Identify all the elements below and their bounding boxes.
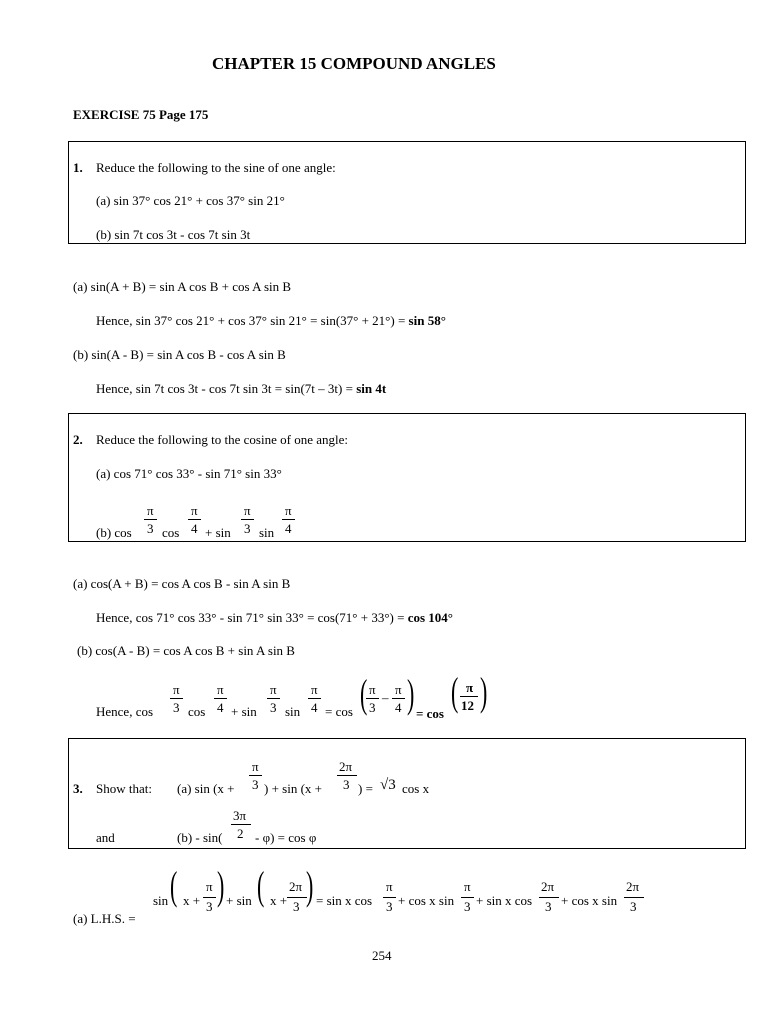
fraction-den: 4: [285, 521, 292, 536]
fraction-bar: [383, 897, 396, 898]
fraction-num: 2π: [541, 879, 555, 894]
fraction-den: 3: [343, 777, 350, 792]
fraction-den: 3: [244, 521, 251, 536]
fraction-num: 2π: [339, 759, 353, 774]
fraction-num: π: [244, 503, 251, 518]
solution-1a-working: Hence, sin 37° cos 21° + cos 37° sin 21° = sin(37° + 21°) =: [96, 313, 409, 328]
fraction-num: π: [147, 503, 154, 518]
question-3-and: and: [96, 830, 115, 845]
fraction-bar: [170, 698, 183, 699]
fraction-num: 2π: [289, 879, 303, 894]
open-paren: (: [169, 863, 178, 908]
sqrt-3: √3: [380, 777, 396, 793]
solution-2b-eq-cos: = cos: [325, 704, 353, 719]
fraction-bar: [287, 897, 307, 898]
fraction-bar: [249, 775, 262, 776]
fraction-num: π: [270, 682, 277, 697]
fraction-den: 4: [191, 521, 198, 536]
fraction-num: π: [466, 680, 474, 695]
open-paren: (: [450, 669, 459, 714]
solution-3a-rhs-1: = sin x cos: [316, 893, 373, 908]
fraction-bar: [337, 775, 357, 776]
fraction-bar: [308, 698, 321, 699]
solution-3a-rhs-4: + cos x sin: [561, 893, 618, 908]
question-3b-end: - φ) = cos φ: [255, 830, 317, 845]
fraction-num: 3π: [233, 808, 247, 823]
fraction-bar: [624, 897, 644, 898]
solution-2b-plus-sin: + sin: [231, 704, 257, 719]
question-2b-label: (b) cos: [96, 525, 132, 540]
question-3a-end: ) =: [358, 781, 373, 796]
close-paren: ): [406, 671, 415, 716]
close-paren: ): [479, 669, 488, 714]
solution-2b-formula: (b) cos(A - B) = cos A cos B + sin A sin B: [77, 643, 295, 658]
solution-1b-formula: (b) sin(A - B) = sin A cos B - cos A sin B: [73, 347, 286, 362]
question-2b-cos: cos: [162, 525, 180, 540]
fraction-num: π: [311, 682, 318, 697]
fraction-bar: [461, 897, 474, 898]
solution-2a-working: Hence, cos 71° cos 33° - sin 71° sin 33° = cos(71° + 33°) =: [96, 610, 408, 625]
fraction-den: 12: [461, 698, 474, 713]
fraction-num: 2π: [626, 879, 640, 894]
fraction-den: 3: [173, 700, 180, 715]
fraction-den: 3: [293, 899, 300, 914]
open-paren: (: [359, 671, 368, 716]
solution-2b-hence-label: Hence, cos: [96, 704, 154, 719]
solution-1b-hence: [96, 381, 386, 397]
solution-1b-answer: sin 4t: [356, 381, 387, 396]
fraction-bar: [188, 519, 201, 520]
question-1-number: 1.: [73, 160, 83, 175]
fraction-bar: [144, 519, 157, 520]
fraction-bar: [460, 696, 478, 697]
fraction-bar: [241, 519, 254, 520]
page-number: 254: [372, 948, 392, 963]
fraction-bar: [392, 698, 405, 699]
fraction-num: π: [395, 682, 402, 697]
solution-3a-plus-sin: + sin: [226, 893, 252, 908]
fraction-bar: [366, 698, 379, 699]
solution-2a-hence: [96, 610, 453, 626]
fraction-den: 2: [237, 826, 244, 841]
question-3a-mid: ) + sin (x +: [264, 781, 322, 796]
solution-2b-answer-cos: = cos: [416, 706, 444, 721]
question-1-prompt: Reduce the following to the sine of one angle:: [96, 160, 336, 175]
fraction-den: 4: [217, 700, 224, 715]
question-3-number: 3.: [73, 781, 83, 796]
question-2b-sin: sin: [259, 525, 275, 540]
fraction-den: 3: [147, 521, 154, 536]
exercise-heading: EXERCISE 75 Page 175: [73, 107, 209, 122]
solution-2b-cos: cos: [188, 704, 206, 719]
solution-3a-rhs-3: + sin x cos: [476, 893, 533, 908]
fraction-den: 3: [369, 700, 376, 715]
minus-sign: –: [382, 690, 389, 705]
fraction-den: 3: [270, 700, 277, 715]
fraction-bar: [203, 897, 216, 898]
solution-3a-x-plus: x +: [270, 893, 288, 908]
question-3a-cosx: cos x: [402, 781, 430, 796]
fraction-bar: [231, 824, 251, 825]
fraction-den: 3: [545, 899, 552, 914]
fraction-num: π: [252, 759, 259, 774]
solution-3a-sin: sin: [153, 893, 169, 908]
fraction-num: π: [285, 503, 292, 518]
fraction-num: π: [464, 879, 471, 894]
question-2a: (a) cos 71° cos 33° - sin 71° sin 33°: [96, 466, 282, 481]
fraction-bar: [267, 698, 280, 699]
fraction-den: 3: [464, 899, 471, 914]
solution-2a-answer: cos 104°: [407, 610, 453, 625]
solution-3a-rhs-2: + cos x sin: [398, 893, 455, 908]
fraction-den: 3: [206, 899, 213, 914]
solution-1a-answer: sin 58°: [408, 313, 446, 328]
question-2b-plus-sin: + sin: [205, 525, 231, 540]
fraction-den: 4: [311, 700, 318, 715]
question-3b-start: (b) - sin(: [177, 830, 223, 845]
fraction-num: π: [386, 879, 393, 894]
question-2-number: 2.: [73, 432, 83, 447]
question-3-show-that: Show that:: [96, 781, 152, 796]
solution-2b-sin: sin: [285, 704, 301, 719]
fraction-num: π: [217, 682, 224, 697]
solution-1a-formula: (a) sin(A + B) = sin A cos B + cos A sin B: [73, 279, 292, 294]
fraction-bar: [214, 698, 227, 699]
fraction-den: 3: [252, 777, 259, 792]
fraction-den: 3: [386, 899, 393, 914]
close-paren: ): [216, 863, 225, 908]
fraction-den: 4: [395, 700, 402, 715]
question-2-prompt: Reduce the following to the cosine of one angle:: [96, 432, 348, 447]
fraction-bar: [282, 519, 295, 520]
solution-3a-lhs-label: (a) L.H.S. =: [73, 911, 136, 926]
fraction-den: 3: [630, 899, 637, 914]
solution-1b-working: Hence, sin 7t cos 3t - cos 7t sin 3t = sin(7t – 3t) =: [96, 381, 357, 396]
question-3a-start: (a) sin (x +: [177, 781, 235, 796]
solution-2a-formula: (a) cos(A + B) = cos A cos B - sin A sin B: [73, 576, 291, 591]
fraction-bar: [539, 897, 559, 898]
fraction-num: π: [206, 879, 213, 894]
question-1a: (a) sin 37° cos 21° + cos 37° sin 21°: [96, 193, 285, 208]
fraction-num: π: [173, 682, 180, 697]
solution-1a-hence: [96, 313, 446, 329]
question-1b: (b) sin 7t cos 3t - cos 7t sin 3t: [96, 227, 251, 242]
close-paren: ): [305, 863, 314, 908]
fraction-num: π: [191, 503, 198, 518]
fraction-num: π: [369, 682, 376, 697]
open-paren: (: [256, 863, 265, 908]
page-title: CHAPTER 15 COMPOUND ANGLES: [212, 54, 496, 73]
solution-3a-x-plus: x +: [183, 893, 201, 908]
